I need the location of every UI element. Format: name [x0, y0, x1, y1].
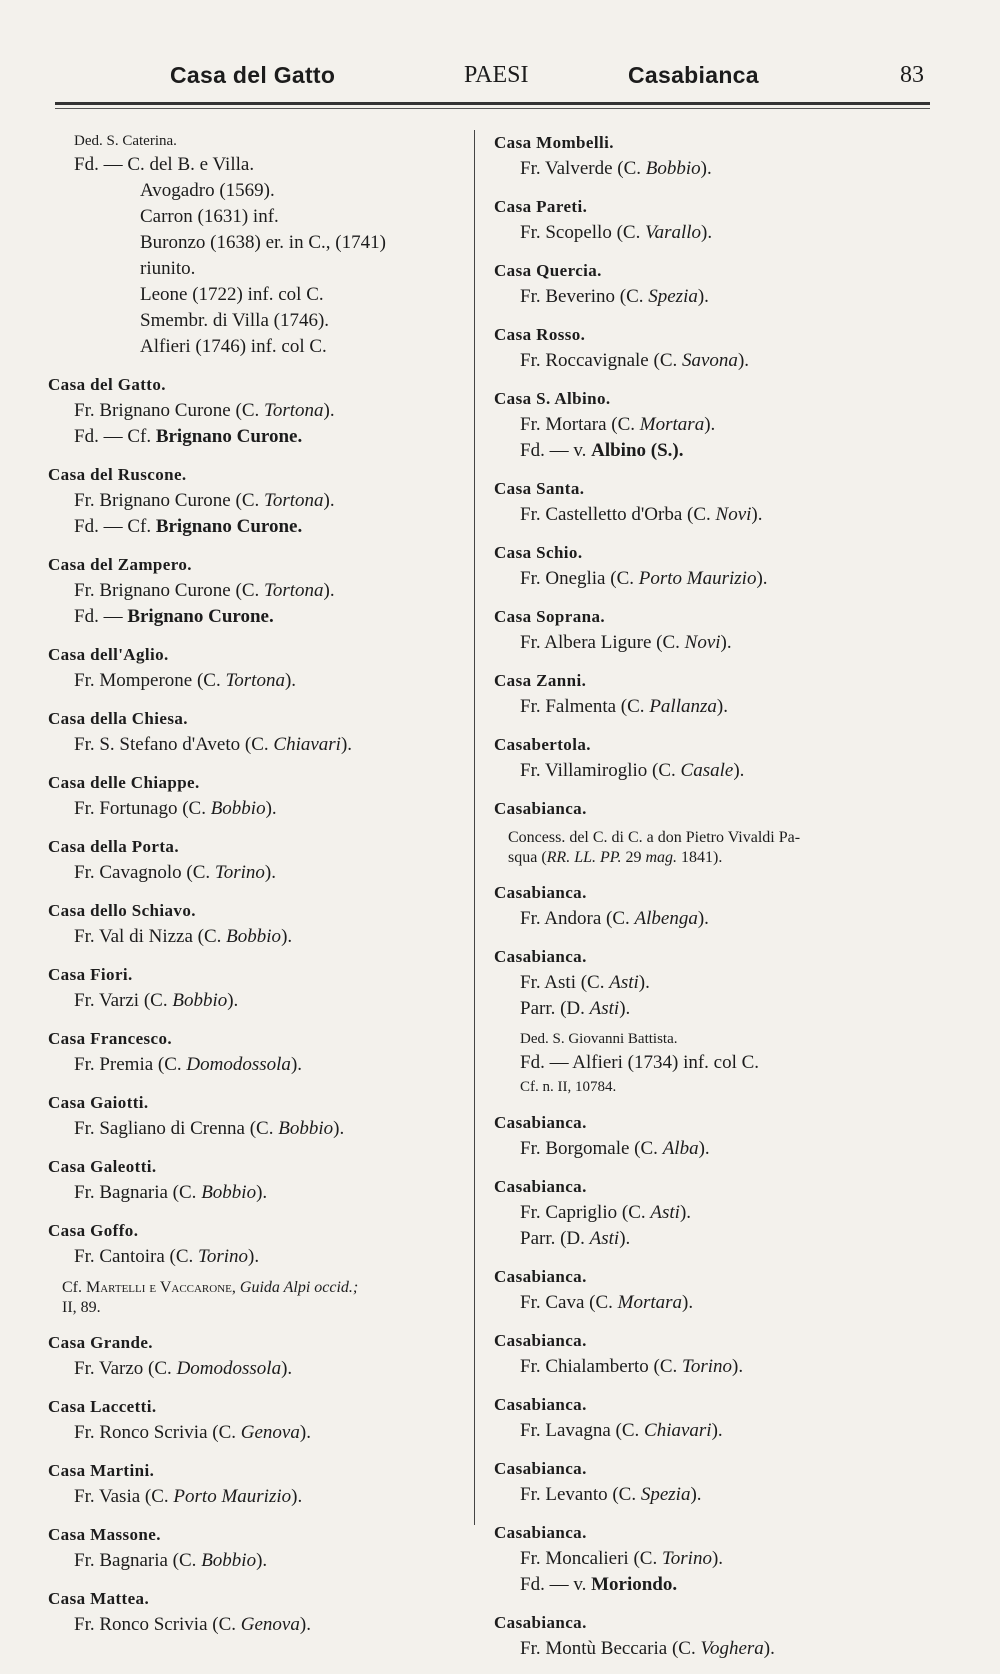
entry — [48, 834, 468, 886]
parish-line: Parr. (D. Asti). — [520, 1228, 631, 1249]
entry — [48, 1522, 468, 1574]
entry-title: Casa S. Albino. — [494, 389, 611, 408]
fraction-line: Fr. Bagnaria (C. Bobbio). — [74, 1550, 268, 1571]
entry-title: Casa del Zampero. — [48, 555, 192, 574]
fraction-line: Fr. Val di Nizza (C. Bobbio). — [74, 926, 293, 947]
fraction-line: Fr. Mortara (C. Mortara). — [520, 414, 716, 435]
entry-title: Casabianca. — [494, 947, 587, 966]
entry — [48, 962, 468, 1014]
feud-holder: Carron (1631) inf. — [140, 206, 279, 227]
left-column — [48, 130, 468, 1650]
fraction-line: Fr. Brignano Curone (C. Tortona). — [74, 400, 335, 421]
entry — [48, 898, 468, 950]
entry-title: Casa della Chiesa. — [48, 709, 188, 728]
fraction-line: Fr. Cantoira (C. Torino). — [74, 1246, 260, 1267]
entry — [48, 372, 468, 450]
entry-title: Casa Soprana. — [494, 607, 606, 626]
entry — [48, 1586, 468, 1638]
feud-holder: Smembr. di Villa (1746). — [140, 310, 330, 331]
entry-title: Casabianca. — [494, 883, 587, 902]
feud-holder: Avogadro (1569). — [140, 180, 275, 201]
feud-holder: Buronzo (1638) er. in C., (1741) — [140, 232, 386, 253]
entry-title: Casa Laccetti. — [48, 1397, 157, 1416]
entry — [48, 1090, 468, 1142]
fraction-line: Fr. Vasia (C. Porto Maurizio). — [74, 1486, 303, 1507]
entry — [494, 1520, 954, 1598]
entry-title: Casa Gaiotti. — [48, 1093, 149, 1112]
feud-line: Fd. — v. Moriondo. — [520, 1574, 678, 1595]
entry — [494, 1174, 954, 1252]
entry-title: Casa Massone. — [48, 1525, 161, 1544]
parish-line: Parr. (D. Asti). — [520, 998, 631, 1019]
fraction-line: Fr. Cavagnolo (C. Torino). — [74, 862, 276, 883]
entry-title: Casabianca. — [494, 1113, 587, 1132]
entry-title: Casa dell'Aglio. — [48, 645, 169, 664]
entry-title: Casa Santa. — [494, 479, 585, 498]
fraction-line: Fr. Ronco Scrivia (C. Genova). — [74, 1422, 311, 1443]
entry — [494, 1392, 954, 1444]
dedication: Ded. S. Giovanni Battista. — [520, 1031, 678, 1047]
concession-note: Concess. del C. di C. a don Pietro Vivaldi Pa- squa (RR. LL. PP. 29 mag. 1841). — [508, 829, 801, 866]
entry-title: Casabianca. — [494, 1267, 587, 1286]
entry-title: Casa Galeotti. — [48, 1157, 157, 1176]
entry-title: Casa Mattea. — [48, 1589, 150, 1608]
fraction-line: Fr. Bagnaria (C. Bobbio). — [74, 1182, 268, 1203]
fraction-line: Fr. Premia (C. Domodossola). — [74, 1054, 303, 1075]
entry-title: Casa della Porta. — [48, 837, 179, 856]
feud-holder: riunito. — [140, 258, 196, 279]
header-left-entry: Casa del Gatto — [170, 62, 336, 88]
entry — [48, 1458, 468, 1510]
fraction-line: Fr. Lavagna (C. Chiavari). — [520, 1420, 723, 1441]
entry-title: Casa dello Schiavo. — [48, 901, 196, 920]
entry — [494, 880, 954, 932]
entry — [48, 1218, 468, 1318]
fraction-line: Fr. Albera Ligure (C. Novi). — [520, 632, 732, 653]
entry — [494, 668, 954, 720]
entry — [494, 322, 954, 374]
entry-title: Casabianca. — [494, 1523, 587, 1542]
entry-title: Casa del Ruscone. — [48, 465, 187, 484]
entry-title: Casa del Gatto. — [48, 375, 166, 394]
page-number: 83 — [900, 62, 924, 88]
header-section: PAESI — [464, 62, 529, 88]
cross-reference: Cf. n. II, 10784. — [520, 1079, 617, 1095]
entry-title: Casabianca. — [494, 1459, 587, 1478]
entry-title: Casa Rosso. — [494, 325, 586, 344]
fraction-line: Fr. Fortunago (C. Bobbio). — [74, 798, 277, 819]
fraction-line: Fr. Borgomale (C. Alba). — [520, 1138, 710, 1159]
entry-title: Casa Pareti. — [494, 197, 588, 216]
fraction-line: Fr. Asti (C. Asti). — [520, 972, 650, 993]
feud-line: Fd. — Cf. Brignano Curone. — [74, 516, 303, 537]
fraction-line: Fr. Andora (C. Albenga). — [520, 908, 709, 929]
feud-line: Fd. — v. Albino (S.). — [520, 440, 684, 461]
entry — [494, 130, 954, 182]
feud-line: Fd. — C. del B. e Villa. — [74, 154, 255, 175]
fraction-line: Fr. Brignano Curone (C. Tortona). — [74, 580, 335, 601]
entry — [48, 770, 468, 822]
entry-title: Casa Mombelli. — [494, 133, 614, 152]
entry — [494, 540, 954, 592]
entry — [48, 462, 468, 540]
entry — [494, 1610, 954, 1662]
dedication: Ded. S. Caterina. — [74, 133, 177, 149]
entry — [494, 194, 954, 246]
entry — [494, 1456, 954, 1508]
entry — [494, 604, 954, 656]
fraction-line: Fr. Scopello (C. Varallo). — [520, 222, 713, 243]
bibliography-note: Cf. Martelli e Vaccarone, Guida Alpi occid.; II, 89. — [62, 1279, 359, 1316]
fraction-line: Fr. Beverino (C. Spezia). — [520, 286, 709, 307]
entry-title: Casa delle Chiappe. — [48, 773, 200, 792]
entry-title: Casabertola. — [494, 735, 591, 754]
fraction-line: Fr. Villamiroglio (C. Casale). — [520, 760, 745, 781]
fraction-line: Fr. Castelletto d'Orba (C. Novi). — [520, 504, 763, 525]
feud-line: Fd. — Brignano Curone. — [74, 606, 274, 627]
header-rule-thin — [55, 108, 930, 109]
fraction-line: Fr. Valverde (C. Bobbio). — [520, 158, 712, 179]
fraction-line: Fr. Momperone (C. Tortona). — [74, 670, 297, 691]
entry — [48, 642, 468, 694]
feud-line: Fd. — Cf. Brignano Curone. — [74, 426, 303, 447]
entry — [494, 796, 954, 868]
fraction-line: Fr. Varzi (C. Bobbio). — [74, 990, 239, 1011]
entry — [48, 1330, 468, 1382]
entry-title: Casabianca. — [494, 799, 587, 818]
fraction-line: Fr. S. Stefano d'Aveto (C. Chiavari). — [74, 734, 353, 755]
fraction-line: Fr. Levanto (C. Spezia). — [520, 1484, 702, 1505]
entry-title: Casa Martini. — [48, 1461, 155, 1480]
entry-title: Casa Zanni. — [494, 671, 587, 690]
entry — [494, 732, 954, 784]
entry — [48, 552, 468, 630]
entry-title: Casa Schio. — [494, 543, 583, 562]
entry — [494, 386, 954, 464]
entry-title: Casa Grande. — [48, 1333, 153, 1352]
fraction-line: Fr. Brignano Curone (C. Tortona). — [74, 490, 335, 511]
fraction-line: Fr. Capriglio (C. Asti). — [520, 1202, 692, 1223]
entry-title: Casa Francesco. — [48, 1029, 173, 1048]
entry-title: Casa Goffo. — [48, 1221, 139, 1240]
running-header — [0, 62, 1000, 98]
entry-title: Casa Quercia. — [494, 261, 602, 280]
entry — [494, 1264, 954, 1316]
fraction-line: Fr. Montù Beccaria (C. Voghera). — [520, 1638, 775, 1659]
fraction-line: Fr. Oneglia (C. Porto Maurizio). — [520, 568, 768, 589]
entry — [494, 1328, 954, 1380]
entry-continuation — [48, 130, 468, 360]
fraction-line: Fr. Sagliano di Crenna (C. Bobbio). — [74, 1118, 345, 1139]
entry — [494, 1110, 954, 1162]
entry — [48, 706, 468, 758]
fraction-line: Fr. Chialamberto (C. Torino). — [520, 1356, 744, 1377]
entry — [48, 1154, 468, 1206]
entry-title: Casa Fiori. — [48, 965, 133, 984]
fraction-line: Fr. Varzo (C. Domodossola). — [74, 1358, 293, 1379]
entry — [494, 258, 954, 310]
fraction-line: Fr. Ronco Scrivia (C. Genova). — [74, 1614, 311, 1635]
fraction-line: Fr. Falmenta (C. Pallanza). — [520, 696, 728, 717]
right-column — [494, 130, 954, 1674]
entry-title: Casabianca. — [494, 1177, 587, 1196]
feud-holder: Leone (1722) inf. col C. — [140, 284, 324, 305]
entry — [494, 476, 954, 528]
fraction-line: Fr. Roccavignale (C. Savona). — [520, 350, 750, 371]
column-divider — [474, 130, 475, 1525]
entry-title: Casabianca. — [494, 1395, 587, 1414]
fraction-line: Fr. Moncalieri (C. Torino). — [520, 1548, 724, 1569]
feud-line: Fd. — Alfieri (1734) inf. col C. — [520, 1052, 760, 1073]
fraction-line: Fr. Cava (C. Mortara). — [520, 1292, 694, 1313]
entry-title: Casabianca. — [494, 1331, 587, 1350]
entry — [48, 1394, 468, 1446]
entry — [494, 944, 954, 1098]
feud-holder: Alfieri (1746) inf. col C. — [140, 336, 327, 357]
entry-title: Casabianca. — [494, 1613, 587, 1632]
header-rule — [55, 102, 930, 105]
entry — [48, 1026, 468, 1078]
header-right-entry: Casabianca — [628, 62, 759, 88]
